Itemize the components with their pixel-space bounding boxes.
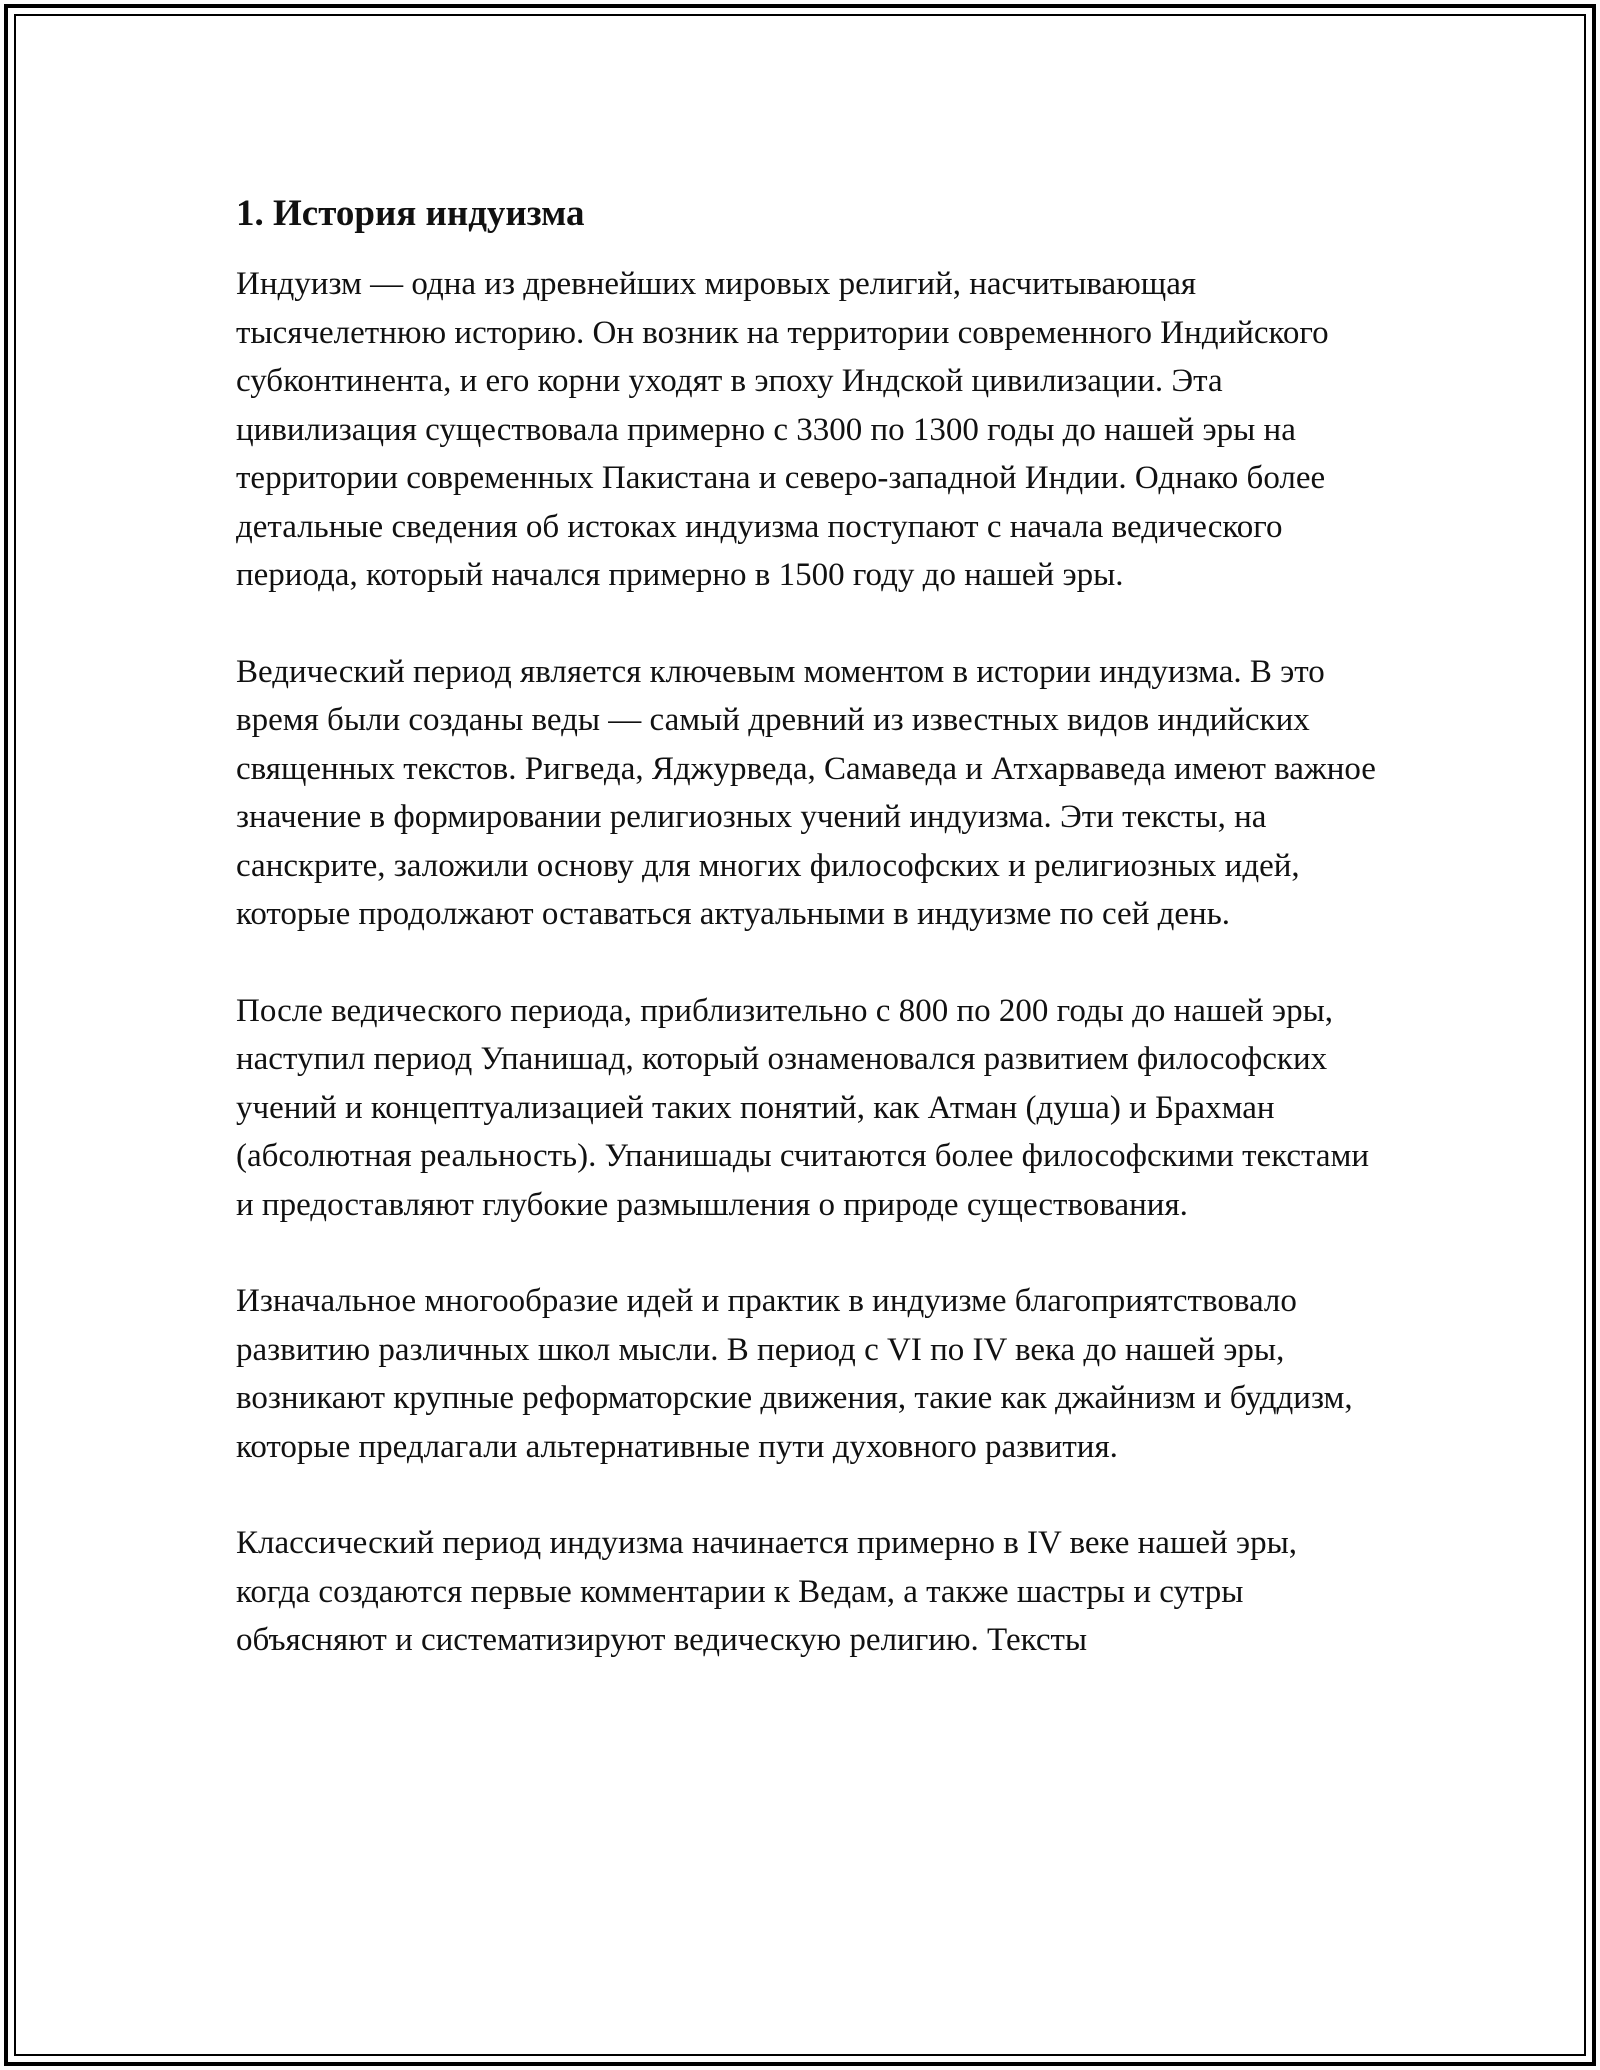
paragraph-5: Классический период индуизма начинается примерно в IV веке нашей эры, когда создаются первые комментарии к Ведам, а также шастры и сутры объясняют и систематизируют ведическую религию. Тексты	[236, 1525, 1298, 1658]
paragraph-1: Индуизм — одна из древнейших мировых религий, насчитывающая тысячелетнюю историю. Он возник на территории современного Индийского субконтинента, и его корни уходят в эпоху Индской цивилизации. Эта цивилизация существовала примерно с 3300 по 1300 годы до нашей эры на территории современных Пакистана и северо-западной Индии. Однако более детальные сведения об истоках индуизма поступают с начала ведического периода, который начался примерно в 1500 году до нашей эры.	[236, 266, 1329, 593]
paragraph-4: Изначальное многообразие идей и практик в индуизме благоприятствовало развитию различных школ мысли. В период с VI по IV века до нашей эры, возникают крупные реформаторские движения, такие как джайнизм и буддизм, которые предлагали альтернативные пути духовного развития.	[236, 1283, 1353, 1465]
paragraph-3: После ведического периода, приблизительно с 800 по 200 годы до нашей эры, наступил период Упанишад, который ознаменовался развитием философских учений и концептуализацией таких понятий, как Атман (душа) и Брахман (абсолютная реальность). Упанишады считаются более философскими текстами и предоставляют глубокие размышления о природе существования.	[236, 992, 1370, 1223]
paragraph-2: Ведический период является ключевым моментом в истории индуизма. В это время были созданы веды — самый древний из известных видов индийских священных текстов. Ригведа, Яджурведа, Самаведа и Атхарваведа имеют важное значение в формировании религиозных учений индуизма. Эти тексты, на санскрите, заложили основу для многих философских и религиозных идей, которые продолжают оставаться актуальными в индуизме по сей день.	[236, 653, 1376, 932]
document-body	[236, 188, 1376, 1713]
section-heading: 1. История индуизма	[236, 193, 585, 234]
